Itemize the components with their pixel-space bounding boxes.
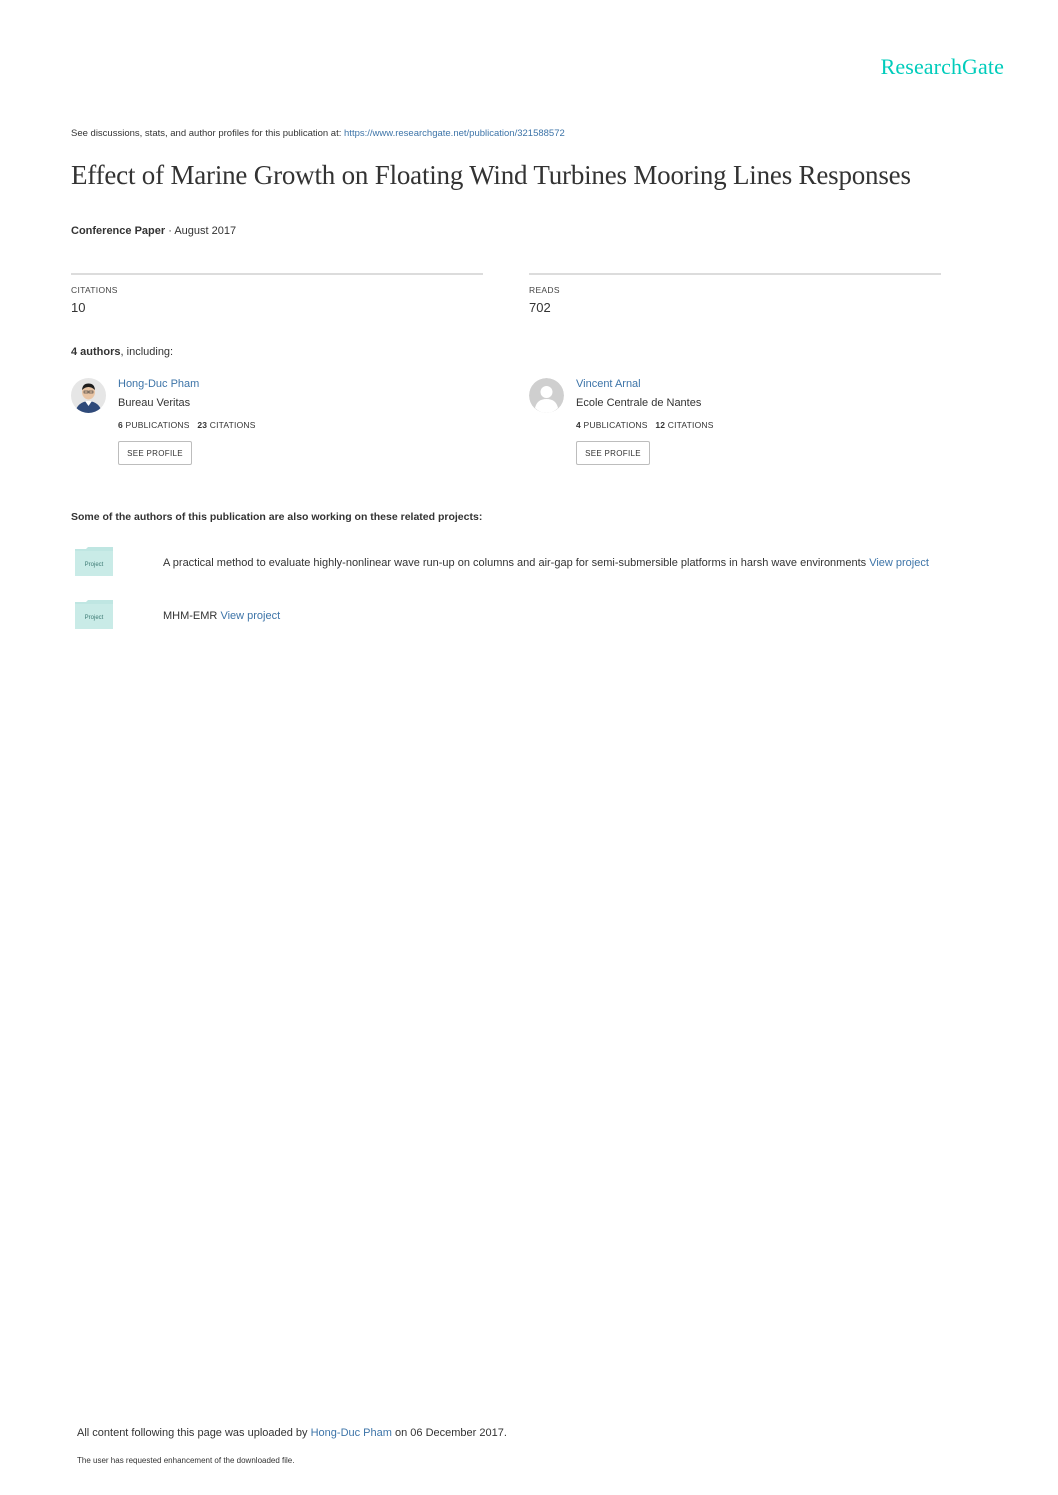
related-projects-heading: Some of the authors of this publication are also working on these related projects: [71,511,483,523]
authors-heading [71,346,173,358]
author-avatar-default[interactable] [529,378,564,413]
citations-label: CITATIONS [209,420,256,430]
source-line [71,128,565,139]
author-institution: Bureau Veritas [118,397,191,409]
publications-count: 6 [118,420,123,430]
authors-suffix: , including: [120,346,174,358]
citations-label: CITATIONS [667,420,714,430]
publication-title: Effect of Marine Growth on Floating Wind Turbines Mooring Lines Responses [71,160,911,190]
project-icon-label: Project [84,615,104,621]
project-icon-label: Project [84,562,104,568]
author-avatar-photo[interactable] [71,378,106,413]
publication-type: Conference Paper [71,225,166,237]
uploader-link[interactable]: Hong-Duc Pham [310,1427,392,1439]
citations-count: 23 [197,420,208,430]
upload-info [77,1427,507,1439]
researchgate-logo[interactable]: ResearchGate [880,54,1004,79]
default-user-icon [529,378,564,413]
meta-separator: · [165,225,175,237]
source-text: See discussions, stats, and author profiles for this publication at: [71,128,345,139]
project-folder-icon [74,599,114,630]
project-title: A practical method to evaluate highly-nonlinear wave run-up on columns and air-gap for semi-submersible platforms in harsh wave environments [163,557,870,569]
reads-value: 702 [529,300,551,315]
author-institution: Ecole Centrale de Nantes [576,397,702,409]
enhancement-note: The user has requested enhancement of the downloaded file. [77,1456,295,1465]
authors-count: 4 authors [71,346,121,358]
citations-label: CITATIONS [71,285,118,295]
author-name-link[interactable]: Vincent Arnal [576,378,641,390]
upload-suffix: on 06 December 2017. [391,1427,507,1439]
publications-label: PUBLICATIONS [583,420,648,430]
project-title: MHM-EMR [163,610,221,622]
reads-label: READS [529,285,560,295]
view-project-link[interactable]: View project [869,557,929,569]
project-folder-icon [74,546,114,577]
see-profile-button[interactable]: SEE PROFILE [576,441,650,465]
publications-count: 4 [576,420,581,430]
author-name-link[interactable]: Hong-Duc Pham [118,378,200,390]
person-photo-icon [71,378,106,413]
publication-date: August 2017 [174,225,237,237]
author-stats [118,420,256,430]
citations-divider [71,273,483,275]
upload-prefix: All content following this page was uploaded by [77,1427,311,1439]
author-stats [576,420,714,430]
publication-url-link[interactable]: https://www.researchgate.net/publication/321588572 [344,128,565,139]
citations-value: 10 [71,300,86,315]
reads-divider [529,273,941,275]
publications-label: PUBLICATIONS [125,420,190,430]
see-profile-button[interactable]: SEE PROFILE [118,441,192,465]
publication-meta [71,225,236,237]
citations-count: 12 [655,420,666,430]
project-item [163,557,929,569]
project-item [163,610,280,622]
view-project-link[interactable]: View project [220,610,281,622]
